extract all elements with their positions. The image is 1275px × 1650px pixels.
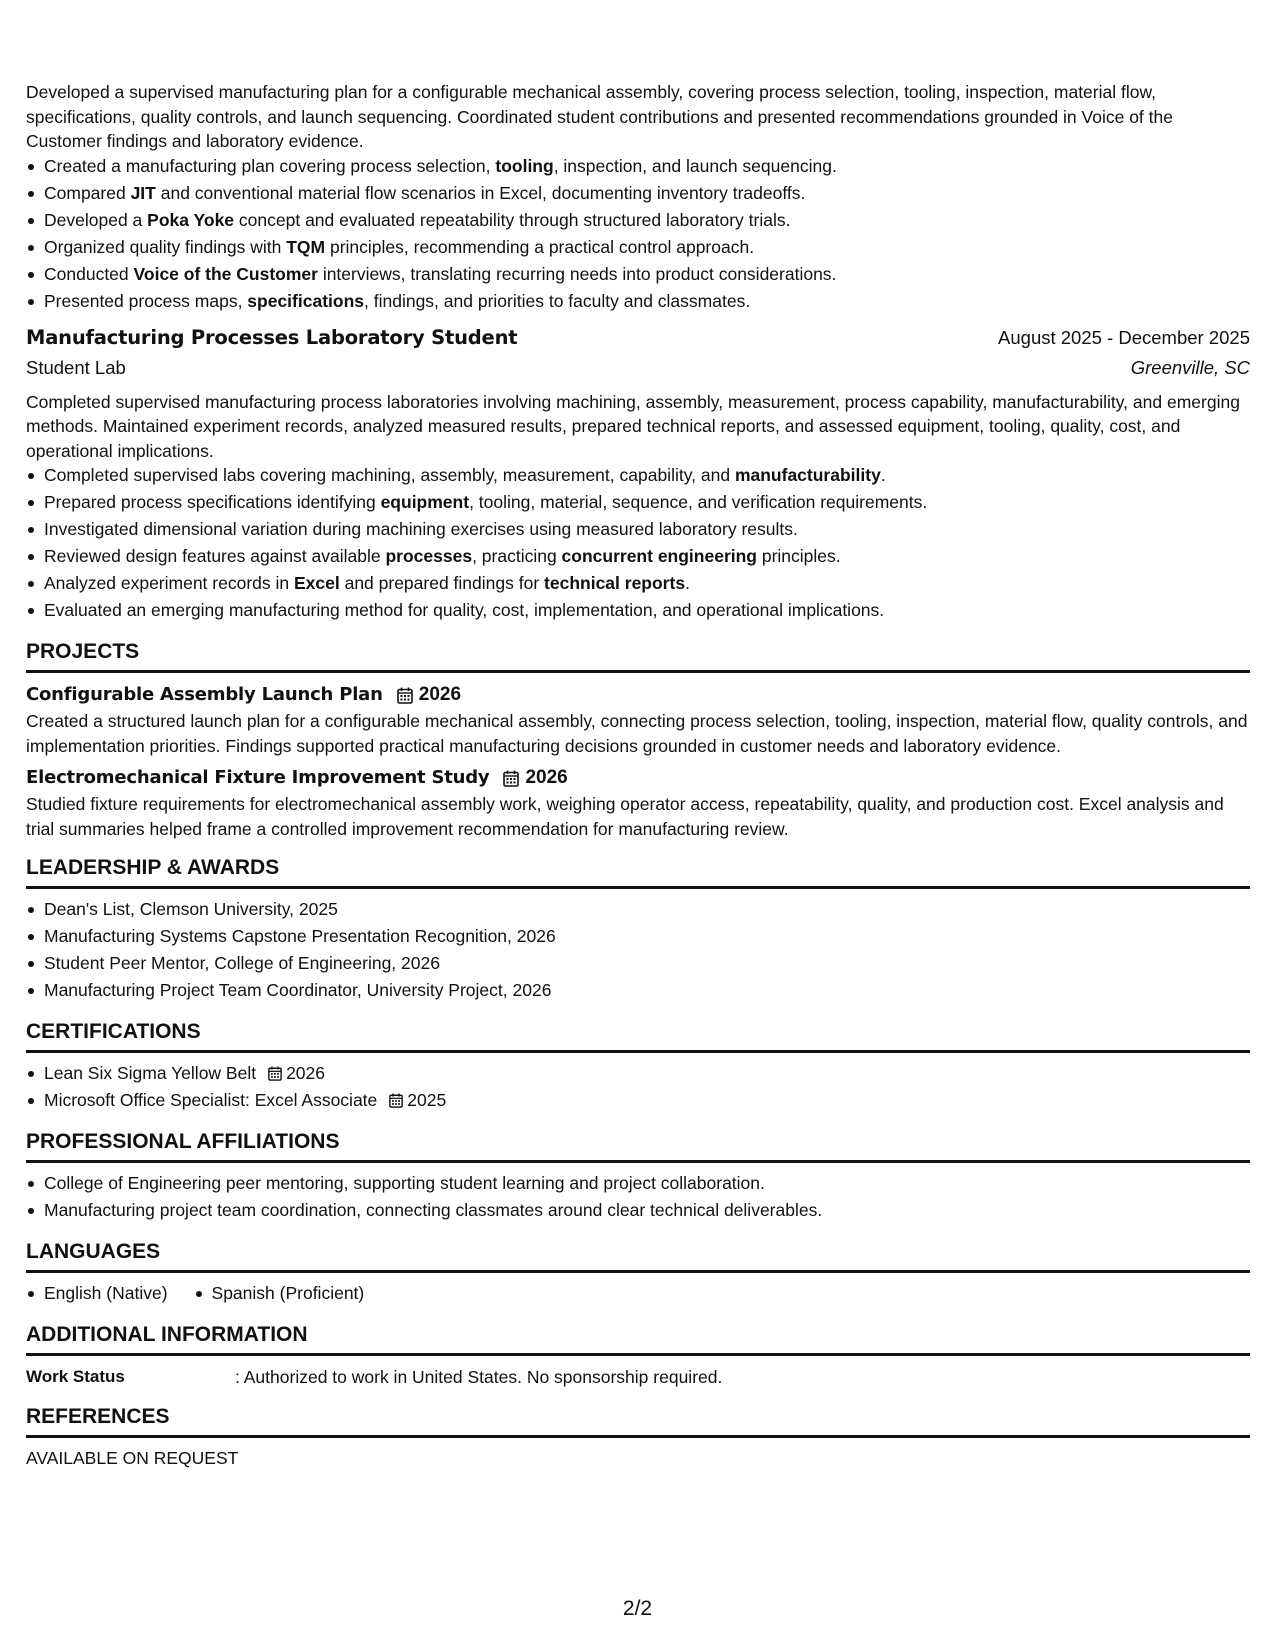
section-heading: ADDITIONAL INFORMATION xyxy=(26,1322,1250,1356)
project-title: Electromechanical Fixture Improvement Study xyxy=(26,766,490,788)
list-item: Student Peer Mentor, College of Engineering, 2026 xyxy=(26,951,1250,978)
job-entry xyxy=(26,326,1250,626)
calendar-icon xyxy=(268,1066,282,1081)
section-heading: LANGUAGES xyxy=(26,1239,1250,1273)
list-item: Created a manufacturing plan covering process selection, tooling, inspection, and launch sequencing. xyxy=(26,154,1250,181)
references-text: AVAILABLE ON REQUEST xyxy=(26,1448,239,1468)
list-item: Completed supervised labs covering machining, assembly, measurement, capability, and manufacturability. xyxy=(26,463,1250,490)
project-description: Studied fixture requirements for electromechanical assembly work, weighing operator access, repeatability, quality, and production cost. Excel analysis and trial summaries helped frame a controlled improvement recommendation for manufacturing review. xyxy=(26,794,1224,839)
resume-page xyxy=(26,80,1250,1471)
project-title: Configurable Assembly Launch Plan xyxy=(26,683,383,705)
intro-block xyxy=(26,80,1250,316)
section-heading: LEADERSHIP & AWARDS xyxy=(26,855,1250,889)
job-title: Manufacturing Processes Laboratory Student xyxy=(26,325,518,349)
list-item: Compared JIT and conventional material flow scenarios in Excel, documenting inventory tradeoffs. xyxy=(26,181,1250,208)
additional-section xyxy=(26,1322,1250,1390)
list-item: Reviewed design features against available processes, practicing concurrent engineering principles. xyxy=(26,544,1250,571)
list-item xyxy=(26,1061,1250,1088)
languages-section xyxy=(26,1239,1250,1308)
intro-bullets xyxy=(26,154,1250,316)
list-item: Spanish (Proficient) xyxy=(194,1281,365,1308)
job-location: Greenville, SC xyxy=(1130,356,1250,378)
references-section xyxy=(26,1404,1250,1471)
project-description: Created a structured launch plan for a configurable mechanical assembly, connecting process selection, tooling, inspection, material flow, quality controls, and implementation priorities. Findings supported practical manufacturing decisions grounded in customer needs and laboratory evidence. xyxy=(26,711,1248,756)
list-item: Evaluated an emerging manufacturing method for quality, cost, implementation, and operational implications. xyxy=(26,598,1250,625)
list-item: Manufacturing Project Team Coordinator, University Project, 2026 xyxy=(26,978,1250,1005)
certification-year: 2026 xyxy=(286,1063,326,1083)
list-item: Organized quality findings with TQM principles, recommending a practical control approach. xyxy=(26,235,1250,262)
project-item xyxy=(26,681,1250,758)
list-item: Developed a Poka Yoke concept and evaluated repeatability through structured laboratory trials. xyxy=(26,208,1250,235)
page-number: 2/2 xyxy=(622,1597,653,1620)
calendar-icon xyxy=(503,770,519,787)
job-company: Student Lab xyxy=(26,356,126,378)
work-status-label: Work Status xyxy=(26,1367,125,1386)
list-item: Investigated dimensional variation during machining exercises using measured laboratory results. xyxy=(26,517,1250,544)
list-item xyxy=(26,1088,1250,1115)
awards-section xyxy=(26,855,1250,1005)
job-bullets xyxy=(26,463,1250,625)
project-year: 2026 xyxy=(418,683,462,705)
certifications-section xyxy=(26,1019,1250,1115)
list-item: Manufacturing project team coordination, connecting classmates around clear technical deliverables. xyxy=(26,1198,1250,1225)
section-heading: REFERENCES xyxy=(26,1404,1250,1438)
work-status-value: : Authorized to work in United States. No sponsorship required. xyxy=(235,1367,723,1387)
job-paragraph: Completed supervised manufacturing process laboratories involving machining, assembly, measurement, process capability, manufacturability, and emerging methods. Maintained experiment records, analyzed measured results, prepared technical reports, and assessed equipment, tooling, quality, cost, and operational implications. xyxy=(26,391,1240,461)
project-year: 2026 xyxy=(525,766,568,788)
list-item: Prepared process specifications identifying equipment, tooling, material, sequence, and verification requirements. xyxy=(26,490,1250,517)
section-heading: CERTIFICATIONS xyxy=(26,1019,1250,1053)
section-heading: PROFESSIONAL AFFILIATIONS xyxy=(26,1129,1250,1163)
list-item: Analyzed experiment records in Excel and prepared findings for technical reports. xyxy=(26,571,1250,598)
calendar-icon xyxy=(397,687,413,704)
project-item xyxy=(26,764,1250,841)
list-item: Dean's List, Clemson University, 2025 xyxy=(26,897,1250,924)
section-heading: PROJECTS xyxy=(26,639,1250,673)
affiliations-section xyxy=(26,1129,1250,1225)
certification-name: Lean Six Sigma Yellow Belt xyxy=(44,1063,257,1083)
projects-section xyxy=(26,639,1250,841)
list-item: Conducted Voice of the Customer interviews, translating recurring needs into product considerations. xyxy=(26,262,1250,289)
list-item: Manufacturing Systems Capstone Presentation Recognition, 2026 xyxy=(26,924,1250,951)
certification-year: 2025 xyxy=(407,1090,447,1110)
intro-paragraph: Developed a supervised manufacturing plan for a configurable mechanical assembly, covering process selection, tooling, inspection, material flow, specifications, quality controls, and launch sequencing. Coordinated student contributions and presented recommendations grounded in Voice of the Customer findings and laboratory evidence. xyxy=(26,82,1173,151)
job-dates: August 2025 - December 2025 xyxy=(998,326,1250,348)
list-item: English (Native) xyxy=(26,1281,168,1308)
certification-name: Microsoft Office Specialist: Excel Associate xyxy=(44,1090,378,1110)
list-item: Presented process maps, specifications, findings, and priorities to faculty and classmates. xyxy=(26,289,1250,316)
calendar-icon xyxy=(389,1093,403,1108)
list-item: College of Engineering peer mentoring, supporting student learning and project collaboration. xyxy=(26,1171,1250,1198)
